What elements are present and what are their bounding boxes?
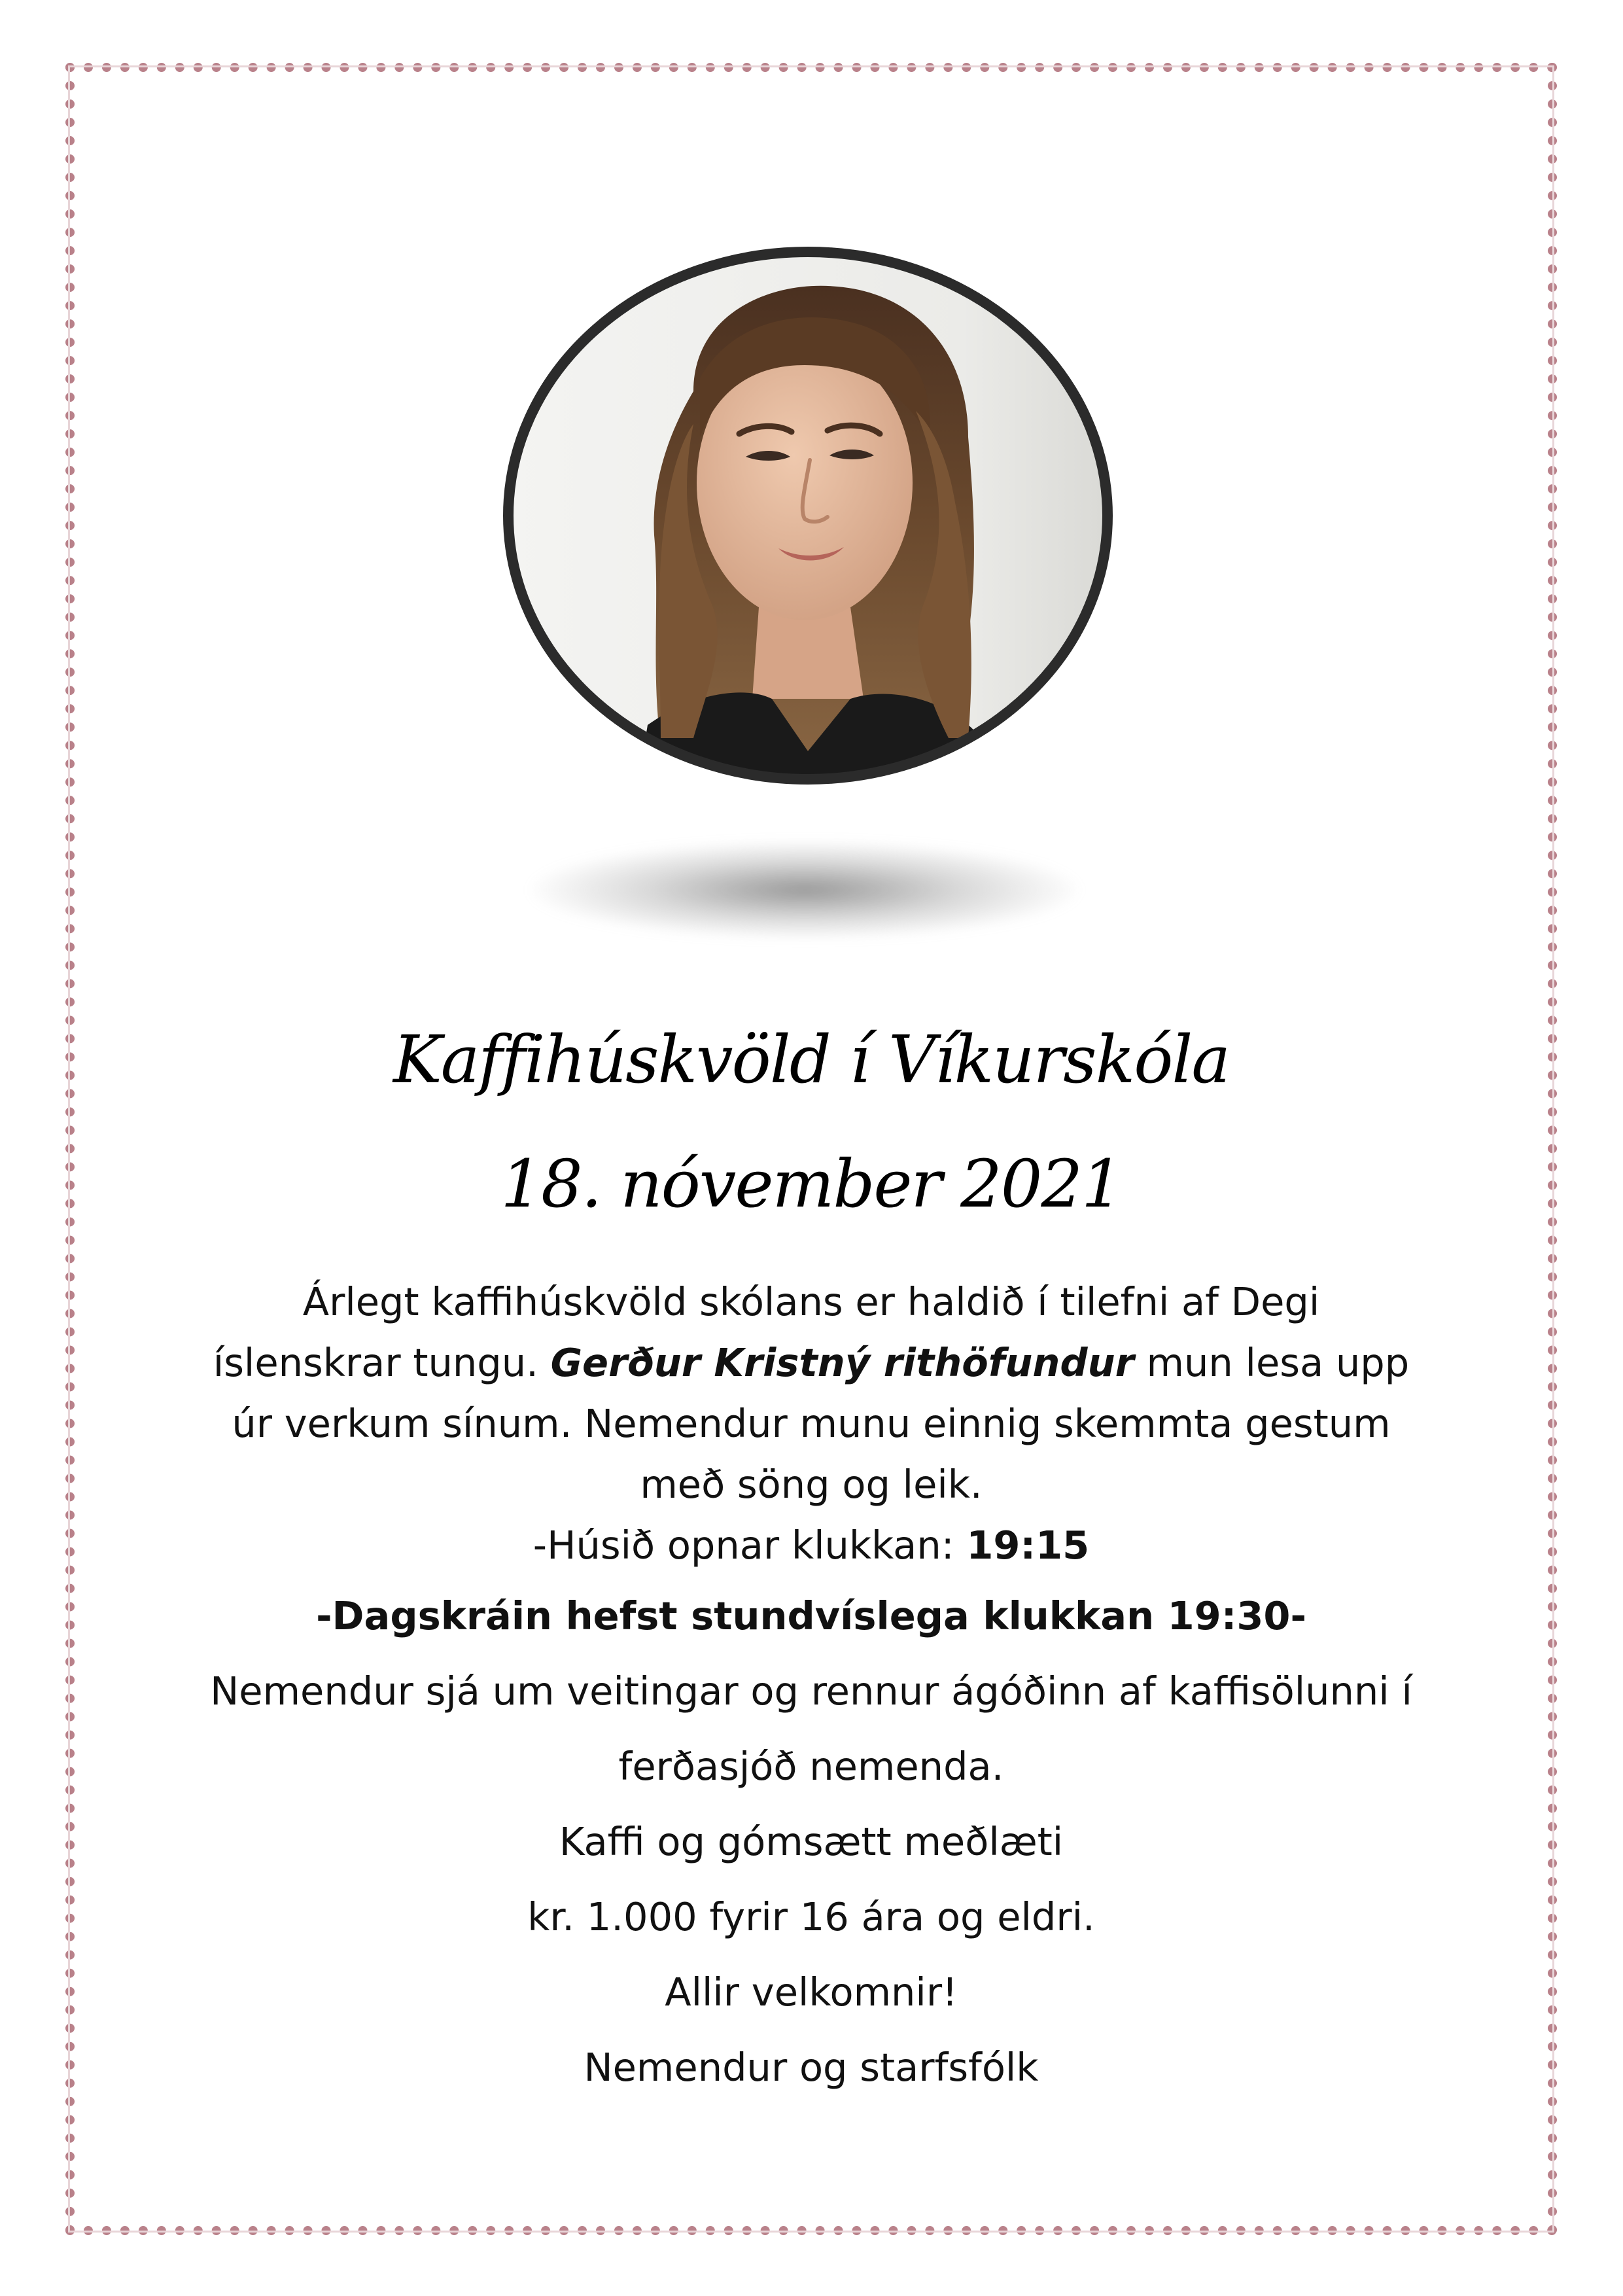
price-line: kr. 1.000 fyrir 16 ára og eldri.	[527, 1894, 1095, 1939]
author-name: Gerður Kristný rithöfundur	[550, 1340, 1134, 1385]
body-line-1: Árlegt kaffihúskvöld skólans er haldið í tilefni af Degi	[302, 1279, 1320, 1324]
refreshments-line-1: Nemendur sjá um veitingar og rennur ágóðinn af kaffisölunni í	[210, 1669, 1412, 1714]
refreshments-line-2: ferðasjóð nemenda.	[618, 1744, 1004, 1789]
body-line-2-post: mun lesa upp	[1134, 1340, 1410, 1385]
body-line-2-pre: íslenskrar tungu.	[213, 1340, 551, 1385]
welcome-line: Allir velkomnir!	[665, 1969, 958, 2015]
body-line-4: með söng og leik.	[640, 1462, 983, 1507]
signature-line: Nemendur og starfsfólk	[584, 2045, 1039, 2090]
doors-open-label: -Húsið opnar klukkan:	[532, 1523, 967, 1568]
event-title: Kaffihúskvöld í Víkurskóla	[393, 1021, 1230, 1098]
body-line-3: úr verkum sínum. Nemendur munu einnig skemmta gestum	[232, 1401, 1391, 1446]
portrait-photo-icon	[497, 241, 1119, 790]
program-start-line: -Dagskráin hefst stundvíslega klukkan 19:30-	[316, 1593, 1306, 1638]
body-line-2	[131, 1337, 1492, 1389]
doors-open-line	[131, 1519, 1492, 1572]
portrait-shadow	[530, 841, 1079, 939]
doors-open-time: 19:15	[966, 1523, 1090, 1568]
event-date: 18. nóvember 2021	[500, 1146, 1122, 1222]
coffee-line: Kaffi og gómsætt meðlæti	[559, 1819, 1064, 1864]
